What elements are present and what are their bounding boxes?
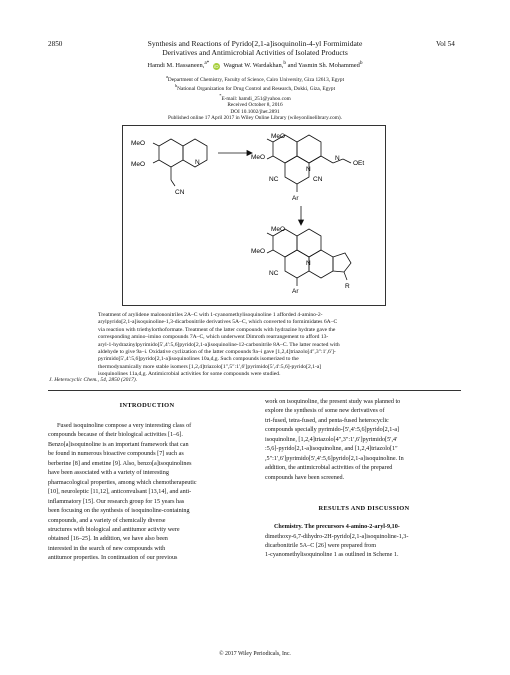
cn-label-2: CN — [313, 176, 323, 183]
abstract-line: pyrimido[5′,4′:5,6]pyrido[2,1-a]isoquinolines 10a,d,g. Such compounds isomerized to the — [98, 356, 299, 363]
text-line: compounds, and a variety of chemically diverse — [48, 517, 166, 524]
text-line: [10], neuroleptic [11,12], anticonvulsant [13,14], and anti- — [48, 489, 192, 496]
email[interactable]: E-mail: hamdi_251@yahoo.com — [221, 95, 291, 102]
graphical-abstract-scheme — [122, 125, 386, 306]
text-line: interested in the search of new compounds with — [48, 545, 166, 552]
author-1-sup: a* — [204, 60, 210, 66]
divider-rule — [48, 390, 461, 391]
abstract-line: corresponding amino–imino compounds 7A–C, which underwent Dimroth rearrangement to afford 13- — [98, 334, 329, 341]
chemistry-text — [265, 523, 463, 561]
abstract-line: Treatment of arylidene malononitriles 2A–C with 1-cyanomethylisoquinoline 1 afforded 4-amino-2- — [98, 312, 323, 318]
published-note: Published online 17 April 2017 in Wiley Online Library (wileyonlinelibrary.com). — [168, 115, 342, 122]
meo-label-3b: MeO — [251, 248, 266, 255]
cn-label-1: CN — [175, 189, 185, 196]
n-label-1: N — [195, 159, 200, 166]
text-line: compounds have been screened. — [265, 474, 345, 481]
introduction-heading: INTRODUCTION — [119, 402, 175, 409]
title-line-2: Derivatives and Antimicrobial Activities of Isolated Products — [162, 48, 348, 57]
meo-label-3a: MeO — [271, 226, 286, 233]
nc-label-3: NC — [269, 270, 279, 277]
text-line: isoquinoline, [1,2,4]triazolo[4″,3″:1′,6′]pyrimido[5′,4′ — [265, 436, 398, 443]
meo-label-2b: MeO — [251, 154, 266, 161]
page-number: 2850 — [48, 40, 63, 48]
article-title — [0, 39, 510, 57]
text-line: explore the synthesis of some new derivatives of — [265, 408, 385, 415]
text-line: work on isoquinoline, the present study was planned to — [265, 399, 401, 405]
author-list — [0, 60, 510, 70]
text-line: pharmacological properties, among which chemotherapeutic — [48, 479, 197, 486]
r-label: R — [345, 283, 350, 290]
journal-citation: J. Heterocyclic Chem., 54, 2850 (2017). — [49, 377, 138, 383]
nc-label-2: NC — [269, 176, 279, 183]
text-line: be found in numerous bioactive compounds [7] such as — [48, 451, 184, 458]
text-line: been focusing on the synthesis of isoquinoline-containing — [48, 508, 190, 515]
affiliations — [0, 74, 510, 122]
email-sup: * — [219, 92, 222, 98]
text-line: 1-cyanomethylisoquinoline 1 as outlined in Scheme 1. — [265, 552, 399, 559]
text-line: inflammatory [15]. Our research group for 15 years has — [48, 498, 185, 505]
ar-label-2: Ar — [292, 195, 299, 202]
author-3-sup: b — [359, 60, 363, 66]
text-line: structures with biological and antitumor activity were — [48, 526, 180, 533]
orcid-icon[interactable]: iD — [214, 64, 219, 70]
text-line: compounds because of their biological activities [1–6]. — [48, 432, 183, 439]
n-label-2: N — [306, 166, 311, 173]
received-date: Received October 8, 2016 — [227, 102, 283, 109]
reaction-arrow-2 — [299, 206, 304, 225]
intro-continued-text — [265, 398, 463, 483]
structure-3 — [267, 229, 351, 286]
n-label-3: N — [306, 260, 311, 267]
affiliation-b: National Organization for Drug Control and Research, Dokki, Giza, Egypt — [177, 86, 336, 93]
text-line: dimethoxy-6,7-dihydro-2H-pyrido[2,1-a]isoquinoline-1,3- — [265, 533, 409, 540]
abstract-line: aryl-1-hydrazinylpyrimido[5′,4′:5,6]pyrido[2,1-a]isoquinoline-12-carbonitrile 8A–C. The latter reacted with — [98, 341, 340, 348]
n-label-2b: N — [335, 155, 340, 162]
author-1: Hamdi M. Hassaneen, — [147, 62, 205, 70]
text-line: :5,6]-pyrido[2,1-a]isoquinoline, and [1,2,4]triazolo[1″ — [265, 446, 398, 453]
introduction-text — [48, 422, 246, 564]
scheme-drawing — [123, 126, 385, 305]
reaction-arrow-1 — [218, 151, 252, 156]
right-column — [265, 398, 463, 561]
text-line: compounds specially pyrimido-[5′,4′:5,6]pyrido[2,1-a] — [265, 427, 400, 434]
text-line: antitumor properties. In continuation of our previous — [48, 555, 178, 562]
abstract-line: thermodynamically more stable isomers [1,2,4]triazolo[1″,5″:1′,6′]pyrimido[5′,4′:5,6]-pyrido[2,1-a] — [98, 363, 322, 370]
abstract — [98, 312, 413, 379]
text-line: obtained [16–25]. In addition, we have also been — [48, 536, 168, 543]
abstract-line: via reaction with triethylorthoformate. Treatment of the latter compounds with hydrazine hydrate gave the — [98, 326, 336, 333]
affiliation-a: Department of Chemistry, Faculty of Science, Cairo University, Giza 12613, Egypt — [167, 76, 345, 83]
author-2-sup: b — [283, 60, 286, 66]
meo-label-1b: MeO — [131, 161, 146, 168]
text-line: addition, the antimicrobial activities of the prepared — [265, 465, 393, 472]
text-line: berberine [8] and emetine [9]. Also, benzo[a]isoquinolines — [48, 460, 192, 467]
meo-label-2a: MeO — [271, 133, 286, 140]
text-line: ,5″:1′,6′]pyrimido[5′,4′:5,6]pyrido[2,1-a]isoquinoline. In — [265, 455, 404, 462]
structure-2 — [267, 135, 351, 192]
text-line: Chemistry. The precursors 4-amino-2-aryl-9,10- — [274, 524, 400, 531]
oet-label: OEt — [353, 160, 365, 167]
left-column — [48, 402, 246, 564]
results-heading: RESULTS AND DISCUSSION — [318, 505, 410, 513]
author-2: Wagnat W. Wardakhan, — [223, 62, 284, 70]
author-3: and Yasmin Sh. Mohammed — [285, 62, 360, 70]
copyright-footer: © 2017 Wiley Periodicals, Inc. — [219, 651, 291, 657]
text-line: dicarbonitrile 5A–C [26] were prepared from — [265, 542, 376, 549]
volume-label: Vol 54 — [436, 40, 455, 48]
doi[interactable]: DOI 10.1002/jhet.2891 — [230, 108, 280, 115]
ar-label-3: Ar — [292, 288, 299, 295]
abstract-line: isoquinolines 11a,d,g. Antimicrobial activities for some compounds were studied. — [98, 371, 281, 378]
affil-a-sup: a — [165, 74, 168, 79]
affil-b-sup: b — [174, 83, 178, 89]
text-line: have been associated with a variety of interesting — [48, 470, 169, 477]
meo-label-1a: MeO — [131, 140, 146, 147]
title-line-1: Synthesis and Reactions of Pyrido[2,1-a]isoquinolin-4-yl Formimidate — [147, 39, 363, 48]
text-line: tri-fused, tetra-fused, and penta-fused heterocyclic — [265, 417, 389, 424]
text-line: Fused isoquinoline compose a very interesting class of — [57, 423, 192, 429]
abstract-line: aldehyde to give 9a–i. Oxidative cyclization of the latter compounds 9a–i gave [1,2,4]triazolo[4″,3″:1′,6′]- — [98, 349, 336, 356]
abstract-line: arylpyrido[2,1-a]isoquinoline-1,3-dicarbonitrile derivatives 5A–C, which converted to formimidates 6A–C — [98, 319, 338, 326]
text-line: Benzo[a]isoquinoline is an important framework that can — [48, 441, 189, 448]
